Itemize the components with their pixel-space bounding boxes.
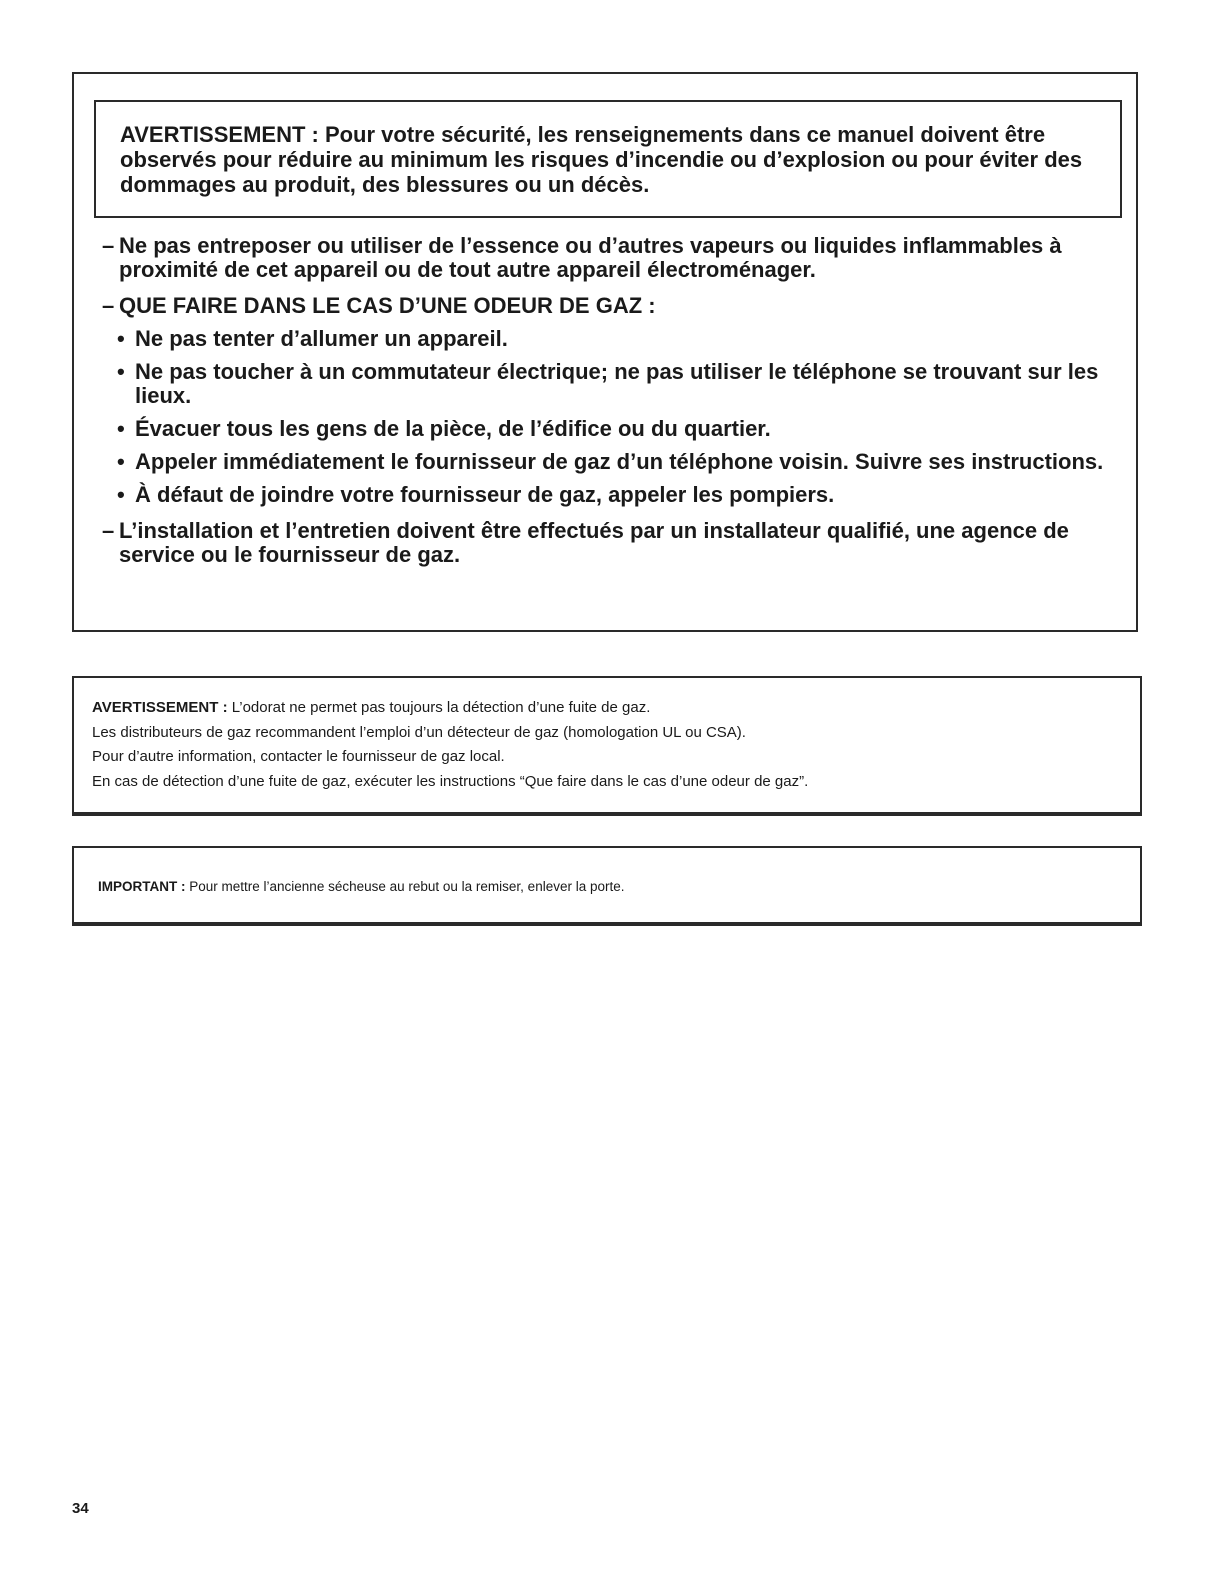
bullet-icon: • xyxy=(117,326,125,351)
gas-step-item xyxy=(102,327,1122,351)
gas-detection-line: Les distributeurs de gaz recommandent l’emploi d’un détecteur de gaz (homologation UL ou CSA). xyxy=(92,723,746,741)
bullet-icon: • xyxy=(117,416,125,441)
list-item-text: Ne pas entreposer ou utiliser de l’essence ou d’autres vapeurs ou liquides inflammables à proximité de cet appareil ou de tout autre appareil électroménager. xyxy=(119,233,1062,282)
gas-step-text: Ne pas toucher à un commutateur électrique; ne pas utiliser le téléphone se trouvant sur les lieux. xyxy=(135,359,1099,408)
gas-detection-line: En cas de détection d’une fuite de gaz, exécuter les instructions “Que faire dans le cas d’une odeur de gaz”. xyxy=(92,772,809,790)
gas-detection-line xyxy=(92,696,1140,721)
bullet-icon: • xyxy=(117,359,125,384)
safety-warning-box xyxy=(72,72,1138,632)
list-item-text: L’installation et l’entretien doivent être effectués par un installateur qualifié, une agence de service ou le fournisseur de gaz. xyxy=(119,518,1069,567)
dash-marker: – xyxy=(102,518,115,543)
page-number: 34 xyxy=(72,1500,89,1517)
gas-step-item xyxy=(102,360,1122,408)
dash-marker: – xyxy=(102,293,115,318)
list-item-flammables xyxy=(102,234,1122,282)
gas-step-text: Évacuer tous les gens de la pièce, de l’édifice ou du quartier. xyxy=(135,416,771,441)
gas-step-text: À défaut de joindre votre fournisseur de gaz, appeler les pompiers. xyxy=(135,482,835,507)
list-item-installation xyxy=(102,519,1122,567)
gas-detection-text: L’odorat ne permet pas toujours la détection d’une fuite de gaz. xyxy=(227,699,651,716)
important-notice-box xyxy=(72,846,1142,926)
gas-odor-heading: QUE FAIRE DANS LE CAS D’UNE ODEUR DE GAZ : xyxy=(119,293,656,318)
warning-label: AVERTISSEMENT : xyxy=(92,699,228,716)
gas-detection-warning-box xyxy=(72,676,1142,816)
main-warning-statement: AVERTISSEMENT : Pour votre sécurité, les renseignements dans ce manuel doivent être observés pour réduire au minimum les risques d’incendie ou d’explosion ou pour éviter des dommages au produit, des blessures ou un décès. xyxy=(94,100,1122,218)
gas-detection-line: Pour d’autre information, contacter le fournisseur de gaz local. xyxy=(92,748,505,765)
gas-step-text: Appeler immédiatement le fournisseur de gaz d’un téléphone voisin. Suivre ses instructions. xyxy=(135,449,1104,474)
bullet-icon: • xyxy=(117,482,125,507)
gas-step-item xyxy=(102,483,1122,507)
dash-marker: – xyxy=(102,233,115,258)
list-item-gas-odor-heading xyxy=(102,294,1122,318)
safety-instructions-list xyxy=(102,234,1122,567)
gas-step-item xyxy=(102,417,1122,441)
gas-step-item xyxy=(102,450,1122,474)
bullet-icon: • xyxy=(117,449,125,474)
gas-step-text: Ne pas tenter d’allumer un appareil. xyxy=(135,326,508,351)
important-text: Pour mettre l’ancienne sécheuse au rebut ou la remiser, enlever la porte. xyxy=(185,879,625,894)
important-label: IMPORTANT : xyxy=(98,879,186,894)
